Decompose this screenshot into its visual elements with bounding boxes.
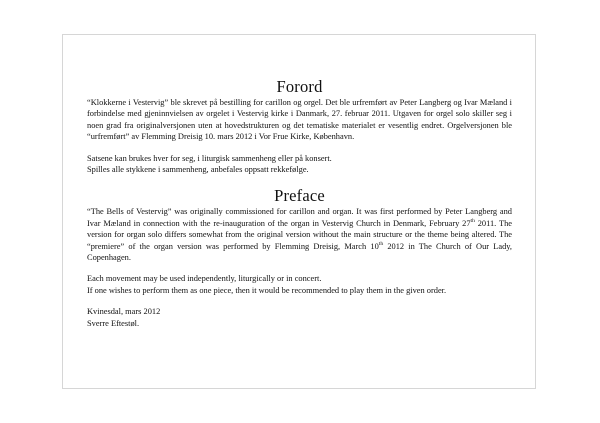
spacer	[87, 263, 512, 273]
preface-text-part-1: “The Bells of Vestervig” was originally commissioned for carillon and organ. It was first performed by Peter Langberg and Ivar Mæland in connection with the re-inauguration of the organ in Vestervig Church in Denmark, February 27	[87, 207, 512, 228]
preface-title: Preface	[274, 186, 325, 206]
forord-paragraph: “Klokkerne i Vestervig” ble skrevet på bestilling for carillon og orgel. Det ble urfremført av Peter Langberg og Ivar Mæland i forbindelse med gjeninnvielsen av orgelet i Vestervig kirke i Danmark, 27. februar 2011. Utgaven for orgel solo skiller seg i noen grad fra originalversjonen uten at hovedstrukturen og det tematiske materialet er vesentlig endret. Orgelversjonen ble “urfremført” av Flemming Dreisig 10. mars 2012 i Vor Frue Kirke, København.	[87, 98, 512, 142]
spacer	[87, 143, 512, 153]
signature-place-date: Kvinesdal, mars 2012	[87, 307, 161, 317]
preface-paragraph	[87, 206, 512, 263]
preface-text-part-2: 2011. The version for organ solo differs somewhat from the original version without the main structure or the theme being altered. The “premiere” of the organ version was performed by Flemming Dreisig, March 10	[87, 218, 512, 251]
forord-title: Forord	[276, 77, 323, 96]
spacer	[87, 296, 512, 306]
preface-usage-line-2: If one wishes to perform them as one piece, then it would be recommended to play them in the given order.	[87, 285, 447, 295]
document-content	[87, 78, 512, 329]
ordinal-suffix: th	[470, 218, 475, 225]
forord-usage-line-2: Spilles alle stykkene i sammenheng, anbefales oppsatt rekkefølge.	[87, 165, 309, 175]
signature-author: Sverre Eftestøl.	[87, 318, 140, 328]
preface-usage-line-1: Each movement may be used independently, liturgically or in concert.	[87, 274, 322, 284]
preface-text-part-3: 2012 in The Church of Our Lady, Copenhagen.	[87, 241, 513, 263]
ordinal-suffix: th	[378, 240, 384, 247]
forord-usage-line-1: Satsene kan brukes hver for seg, i liturgisk sammenheng eller på konsert.	[87, 153, 332, 163]
